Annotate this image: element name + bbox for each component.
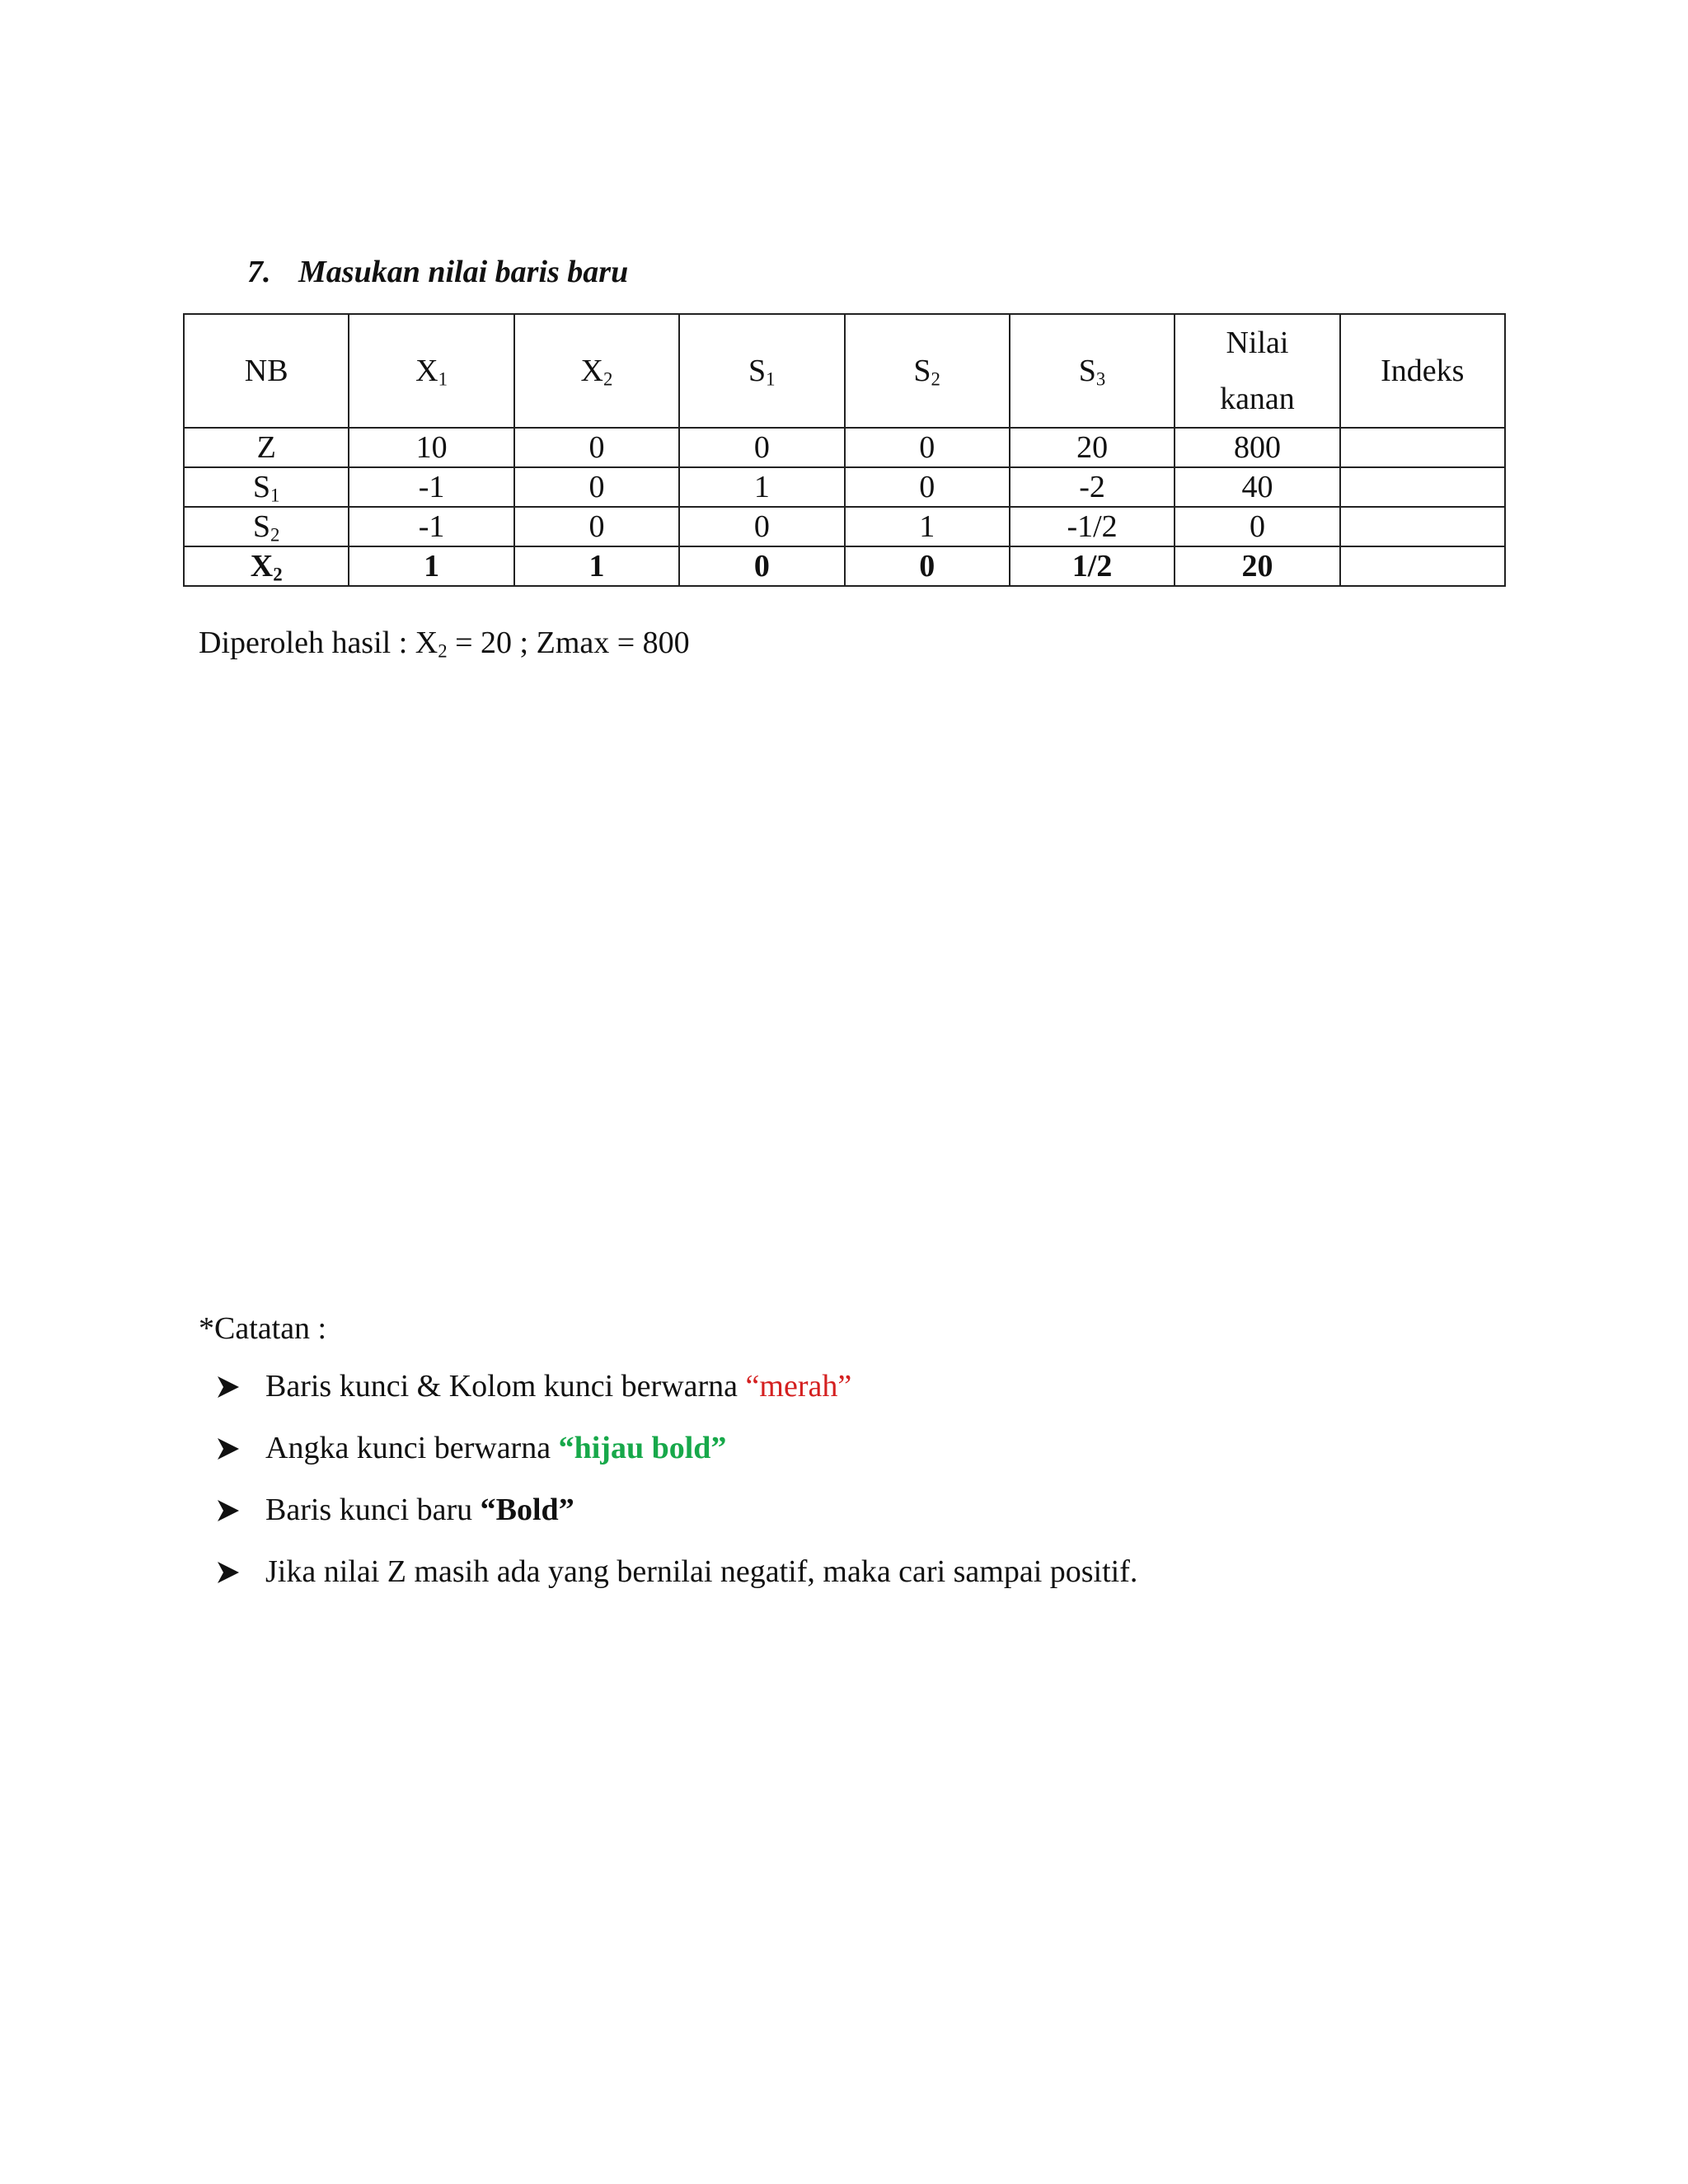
list-item: Baris kunci baru “Bold” [216, 1492, 1137, 1554]
table-cell: 1 [845, 507, 1010, 546]
row-label: $S_2$ [184, 507, 349, 546]
table-cell: -1 [349, 507, 513, 546]
table-cell: 0 [1175, 507, 1339, 546]
table-cell: 0 [845, 467, 1010, 507]
arrow-bullet-icon [216, 1554, 265, 1585]
table-cell: -1 [349, 467, 513, 507]
table-cell: 800 [1175, 428, 1339, 467]
notes-list [216, 1368, 1137, 1615]
header-x2: $X_2$ [514, 314, 679, 428]
highlight-bold: “Bold” [480, 1493, 574, 1527]
header-s1: $S_1$ [679, 314, 844, 428]
table-cell: -1/2 [1010, 507, 1175, 546]
section-number: 7. [247, 255, 271, 289]
table-cell [1340, 428, 1505, 467]
table-cell: 1/2 [1010, 546, 1175, 586]
table-cell: 0 [845, 428, 1010, 467]
notes-title: *Catatan : [199, 1311, 327, 1346]
highlight-merah: “merah” [745, 1369, 852, 1404]
table-row-z [184, 428, 1505, 467]
table-cell: 0 [514, 507, 679, 546]
arrow-bullet-icon [216, 1430, 265, 1461]
table-cell [1340, 546, 1505, 586]
row-label: $S_1$ [184, 467, 349, 507]
table-cell: 0 [514, 467, 679, 507]
section-title: Masukan nilai baris baru [298, 255, 629, 289]
header-x1: $X_1$ [349, 314, 513, 428]
table-row-x2 [184, 546, 1505, 586]
table-cell: 0 [679, 507, 844, 546]
table-cell: 1 [514, 546, 679, 586]
table-cell: 40 [1175, 467, 1339, 507]
row-label: Z [184, 428, 349, 467]
table-cell: 1 [679, 467, 844, 507]
simplex-table [183, 313, 1506, 587]
section-heading [247, 254, 628, 290]
highlight-hijau-bold: “hijau bold” [558, 1431, 727, 1465]
table-cell: 0 [514, 428, 679, 467]
header-indeks: Indeks [1340, 314, 1505, 428]
table-cell [1340, 467, 1505, 507]
table-cell [1340, 507, 1505, 546]
table-header-row [184, 314, 1505, 428]
table-cell: -2 [1010, 467, 1175, 507]
table-cell: 0 [679, 428, 844, 467]
table-cell: 0 [679, 546, 844, 586]
list-item: Angka kunci berwarna “hijau bold” [216, 1430, 1137, 1492]
header-nb: NB [184, 314, 349, 428]
header-s3: $S_3$ [1010, 314, 1175, 428]
table-row-s2 [184, 507, 1505, 546]
header-nilai-kanan: Nilai kanan [1175, 314, 1339, 428]
arrow-bullet-icon [216, 1492, 265, 1523]
list-item: Baris kunci & Kolom kunci berwarna “merah” [216, 1368, 1137, 1430]
row-label: $X_2$ [184, 546, 349, 586]
result-text: Diperoleh hasil : $X_2 = 20$ ; Zmax = 800 [199, 626, 690, 662]
table-cell: 1 [349, 546, 513, 586]
table-cell: 0 [845, 546, 1010, 586]
table-cell: 20 [1175, 546, 1339, 586]
header-s2: $S_2$ [845, 314, 1010, 428]
table-cell: 20 [1010, 428, 1175, 467]
arrow-bullet-icon [216, 1368, 265, 1399]
table-row-s1 [184, 467, 1505, 507]
list-item: Jika nilai Z masih ada yang bernilai negatif, maka cari sampai positif. [216, 1554, 1137, 1615]
table-cell: 10 [349, 428, 513, 467]
